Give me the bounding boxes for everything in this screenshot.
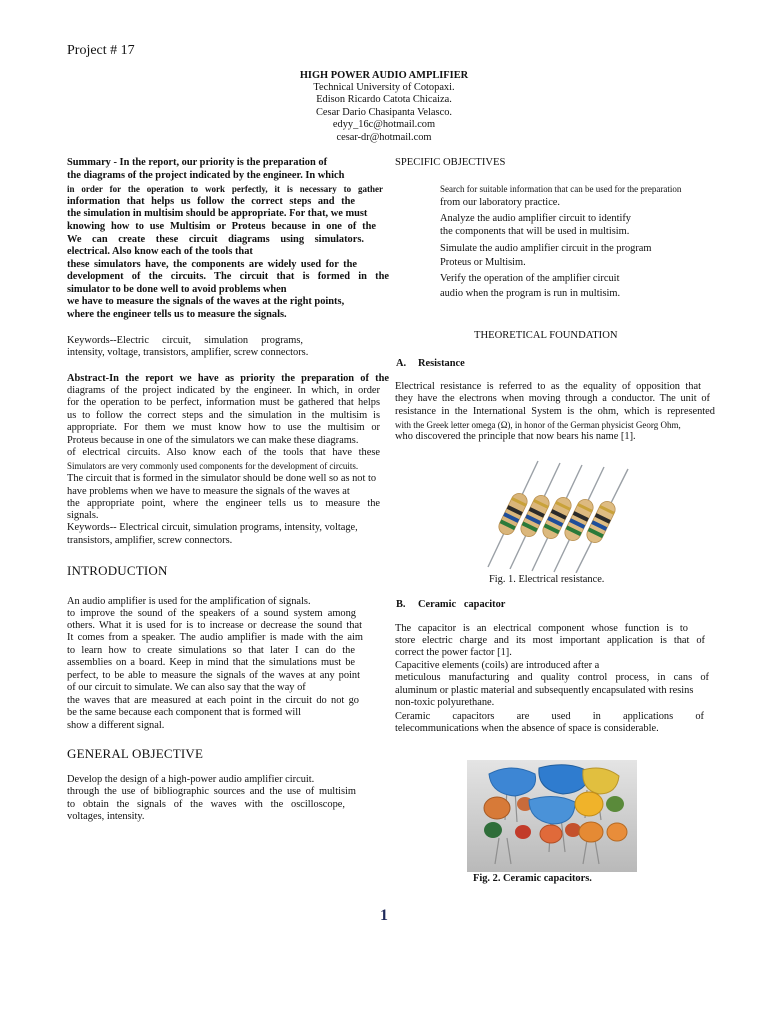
- intro-line: to learn how to create simulations so that later I can do the: [67, 645, 355, 656]
- objective-line: through the use of bibliographic sources and the use of multisim: [67, 786, 356, 797]
- figure-1-caption: Fig. 1. Electrical resistance.: [489, 574, 605, 585]
- project-label: Project # 17: [67, 43, 135, 58]
- specific-objectives-heading: SPECIFIC OBJECTIVES: [395, 157, 506, 168]
- intro-line: to improve the sound of the speakers of a sound system among: [67, 608, 356, 619]
- abstract-line: of electrical circuits. Also know each of the tools that have these: [67, 447, 380, 458]
- abstract-line: Proteus because in one of the simulators we can make these diagrams.: [67, 435, 359, 446]
- capacitor-heading: Ceramic capacitor: [418, 599, 506, 610]
- abstract-line: Abstract-In the report we have as priority the preparation of the: [67, 373, 389, 384]
- summary-line: We can create these circuit diagrams using simulators.: [67, 234, 364, 245]
- capacitor-line: The capacitor is an electrical component whose function is to: [395, 623, 688, 634]
- summary-line: electrical. Also know each of the tools that: [67, 246, 253, 257]
- resistance-heading: Resistance: [418, 358, 465, 369]
- section-label-b: B.: [396, 599, 406, 610]
- section-label-a: A.: [396, 358, 407, 369]
- summary-line: simulator to be done well to avoid problems when: [67, 284, 287, 295]
- author-1: Edison Ricardo Catota Chicaiza.: [316, 94, 452, 105]
- intro-line: the waves that are measured at each point in the circuit do not go: [67, 695, 359, 706]
- summary-line: in order for the operation to work perfectly, it is necessary to gather: [67, 184, 383, 194]
- summary-line: development of the circuits. The circuit that is formed in the: [67, 271, 389, 282]
- keywords-line: intensity, voltage, transistors, amplifier, screw connectors.: [67, 347, 309, 358]
- capacitor-line: meticulous manufacturing and quality control process, in cans of: [395, 672, 709, 683]
- resistance-line: who discovered the principle that now bears his name [1].: [395, 431, 636, 442]
- objective-item-line: Search for suitable information that can be used for the preparation: [440, 184, 682, 194]
- capacitor-line: Capacitive elements (coils) are introduced after a: [395, 660, 600, 671]
- abstract-line: have problems when we have to measure the signals of the waves at: [67, 486, 350, 497]
- objective-item-line: Simulate the audio amplifier circuit in the program: [440, 243, 652, 254]
- objective-item-line: Proteus or Multisim.: [440, 257, 526, 268]
- affiliation: Technical University of Cotopaxi.: [313, 82, 455, 93]
- general-objective-heading: GENERAL OBJECTIVE: [67, 746, 204, 761]
- summary-line: Summary - In the report, our priority is the preparation of: [67, 157, 328, 168]
- resistance-line: resistance in the International System is the ohm, which is represented: [395, 406, 715, 417]
- resistors-photo: [468, 455, 638, 573]
- author-2: Cesar Dario Chasipanta Velasco.: [315, 107, 452, 118]
- capacitor-line: store electric charge and its most important application is that of: [395, 635, 705, 646]
- introduction-heading: INTRODUCTION: [67, 563, 168, 578]
- objective-line: Develop the design of a high-power audio amplifier circuit.: [67, 774, 315, 785]
- intro-line: assemblies on a board. Keep in mind that the simulations must be: [67, 657, 355, 668]
- objective-item-line: audio when the program is run in multisim.: [440, 288, 621, 299]
- abstract-line: diagrams of the project indicated by the engineer. In which, in order: [67, 385, 380, 396]
- objective-item-line: the components that will be used in multisim.: [440, 226, 630, 237]
- objective-item-line: Verify the operation of the amplifier circuit: [440, 273, 620, 284]
- summary-line: where the engineer tells us to measure the signals.: [67, 309, 287, 320]
- capacitor-line: non-toxic polyurethane.: [395, 697, 495, 708]
- intro-line: others. What it is used for is to increase or decrease the sound that: [67, 620, 362, 631]
- objective-line: to obtain the signals of the waves with the oscilloscope,: [67, 799, 345, 810]
- intro-line: of our circuit to simulate. We can also say that the way of: [67, 682, 306, 693]
- paper-title: HIGH POWER AUDIO AMPLIFIER: [299, 70, 469, 81]
- theoretical-foundation-heading: THEORETICAL FOUNDATION: [474, 330, 618, 341]
- intro-line: An audio amplifier is used for the amplification of signals.: [67, 596, 311, 607]
- resistance-line: Electrical resistance is referred to as the equality of opposition that: [395, 381, 701, 392]
- objective-line: voltages, intensity.: [67, 811, 145, 822]
- page-number: 1: [380, 907, 388, 924]
- email-1: edyy_16c@hotmail.com: [332, 119, 436, 130]
- abstract-line: for the operation to be perfect, information must be gathered that helps: [67, 397, 380, 408]
- objective-item-line: from our laboratory practice.: [440, 197, 561, 208]
- summary-line: information that helps us follow the correct steps and the: [67, 196, 355, 207]
- intro-line: be the same because each component that is formed will: [67, 707, 301, 718]
- summary-line: these simulators have, the components are widely used for the: [67, 259, 357, 270]
- capacitor-line: aluminum or plastic material and subsequently encapsulated with resins: [395, 685, 694, 696]
- capacitor-line: correct the power factor [1].: [395, 647, 512, 658]
- abstract-line: Keywords-- Electrical circuit, simulation programs, intensity, voltage,: [67, 522, 358, 533]
- figure-2-caption: Fig. 2. Ceramic capacitors.: [473, 873, 592, 884]
- summary-line: the simulation in multisim should be appropriate. For that, we must: [67, 208, 368, 219]
- resistance-line: with the Greek letter omega (Ω), in honor of the German physicist Georg Ohm,: [395, 420, 681, 430]
- ceramic-capacitors-photo: [467, 760, 637, 872]
- summary-line: knowing how to use Multisim or Proteus because in one of the: [67, 221, 376, 232]
- email-2: cesar-dr@hotmail.com: [336, 132, 432, 143]
- summary-line: we have to measure the signals of the waves at the right points,: [67, 296, 345, 307]
- intro-line: It comes from a speaker. The audio amplifier is made with the aim: [67, 632, 363, 643]
- objective-item-line: Analyze the audio amplifier circuit to identify: [440, 213, 632, 224]
- abstract-line: the appropriate point, where the engineer tells us to measure the: [67, 498, 380, 509]
- intro-line: perfect, to be able to measure the signals of the waves at any point: [67, 670, 360, 681]
- abstract-line: Simulators are very commonly used components for the development of circuits.: [67, 461, 359, 471]
- keywords-line: Keywords--Electric circuit, simulation programs,: [67, 335, 303, 346]
- resistance-line: they have the electrons when moving through a conductor. The unit of: [395, 393, 710, 404]
- abstract-line: transistors, amplifier, screw connectors.: [67, 535, 233, 546]
- abstract-line: us to follow the correct steps and the simulation in the multisim is: [67, 410, 380, 421]
- capacitor-line: Ceramic capacitors are used in applications of: [395, 711, 704, 722]
- abstract-line: The circuit that is formed in the simulator should be done well so as not to: [67, 473, 377, 484]
- capacitor-line: telecommunications when the absence of space is considerable.: [395, 723, 659, 734]
- abstract-line: appropriate. For them we must know how to use the multisim or: [67, 422, 380, 433]
- intro-line: show a different signal.: [67, 720, 165, 731]
- summary-line: the diagrams of the project indicated by the engineer. In which: [67, 170, 345, 181]
- abstract-line: signals.: [67, 510, 99, 521]
